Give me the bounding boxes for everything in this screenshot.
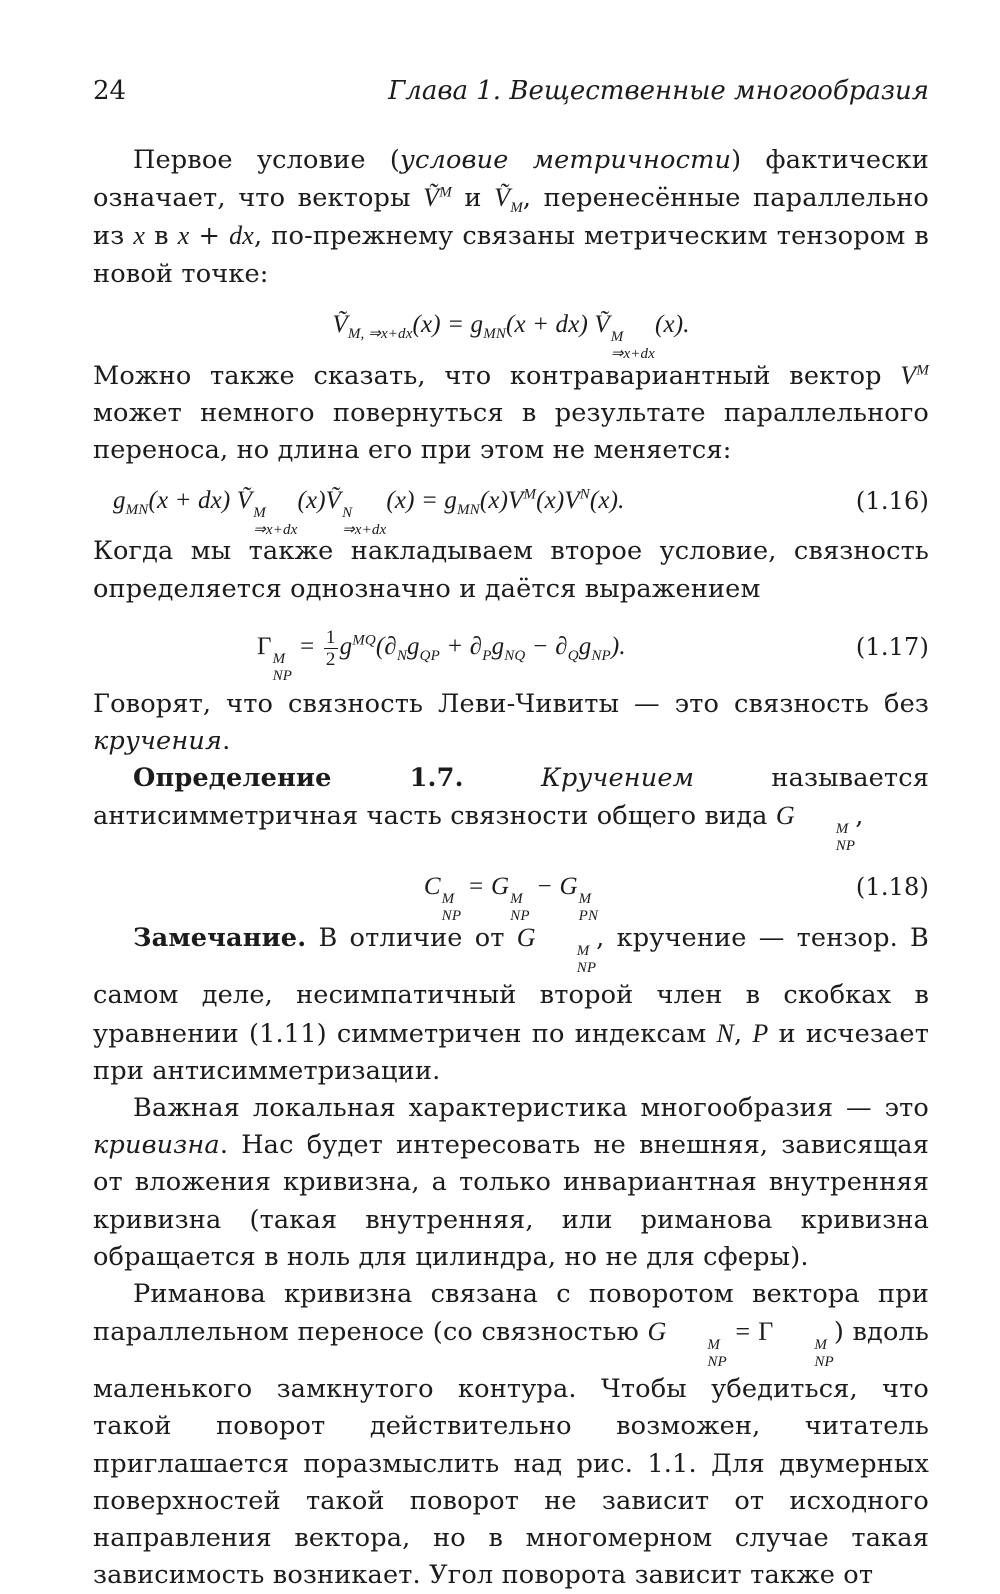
body-text [93, 142, 929, 1594]
paragraph-levi-civita: Говорят, что связность Леви-Чивиты — это связность без кручения. [93, 688, 929, 757]
paragraph-length-preserved: Можно также сказать, что контравариантный вектор $V^M$ может немного повернуться в результате параллельного переноса, но длина его при этом не меняется: [93, 360, 929, 466]
definition-1-7: Определение 1.7. Кручением называется антисимметричная часть связности общего вида G M NP , [93, 763, 929, 855]
page-header [93, 76, 929, 116]
paragraph-riemann: Риманова кривизна связана с поворотом вектора при параллельном переносе (со связностью G M NP = Γ M NP ) вдоль маленького замкнутого контура. Чтобы убедиться, что такой поворот действительно возможен, читатель приглашается поразмыслить над рис. 1.1. Для двумерных поверхностей такой поворот не зависит от исходного направления вектора, но в многомерном случае такая зависимость возникает. Угол поворота зависит также от [93, 1279, 929, 1591]
equation-number: (1.16) [855, 487, 929, 516]
equation-1-18: C M NP = G M NP − G M PN (1.18) [93, 855, 929, 919]
remark-torsion: Замечание. В отличие от G M NP , кручение — тензор. В самом деле, несимпатичный второй член в скобках в уравнении (1.11) симметричен по индексам N, P и исчезает при антисимметризации. [93, 923, 930, 1086]
equation-number: (1.17) [855, 632, 929, 661]
page-number: 24 [93, 76, 127, 106]
equation-metric-transport: Ṽ$_{M, \Rightarrow x+dx}$(x) = $g_{MN}(x + dx)$ Ṽ M ⇒x+dx (x). [332, 310, 690, 362]
paragraph-metricity: Первое условие (условие метричности) фактически означает, что векторы Ṽ$^M$ и Ṽ$_M$, перенесённые параллельно из x в x + dx, по-прежнему связаны метрическим тензором в новой точке: [93, 145, 929, 289]
running-head: Глава 1. Вещественные многообразия [388, 76, 929, 106]
equation-1-17: Γ M NP = $\frac{1}{2}$ $g^{MQ}(\partial_Ng_{QP} + \partial_Pg_{NQ} - \partial_Qg_{NP})$. (1.17) [93, 608, 929, 686]
paragraph-curvature: Важная локальная характеристика многообразия — это кривизна. Нас будет интересовать не внешняя, зависящая от вложения кривизна, а только инвариантная внутренняя кривизна (такая внутренняя, или риманова кривизна обращается в ноль для цилиндра, но не для сферы). [93, 1093, 929, 1272]
paragraph-second-condition: Когда мы также накладываем второе условие, связность определяется однозначно и даётся выражением [93, 536, 929, 604]
equation-1-16: $g_{MN}(x + dx)$ Ṽ M ⇒x+dx (x)Ṽ N ⇒x+dx $(x) = g_{MN}(x)V^M(x)V^N(x)$. (1.16) [93, 469, 929, 533]
equation-number: (1.18) [855, 873, 929, 902]
